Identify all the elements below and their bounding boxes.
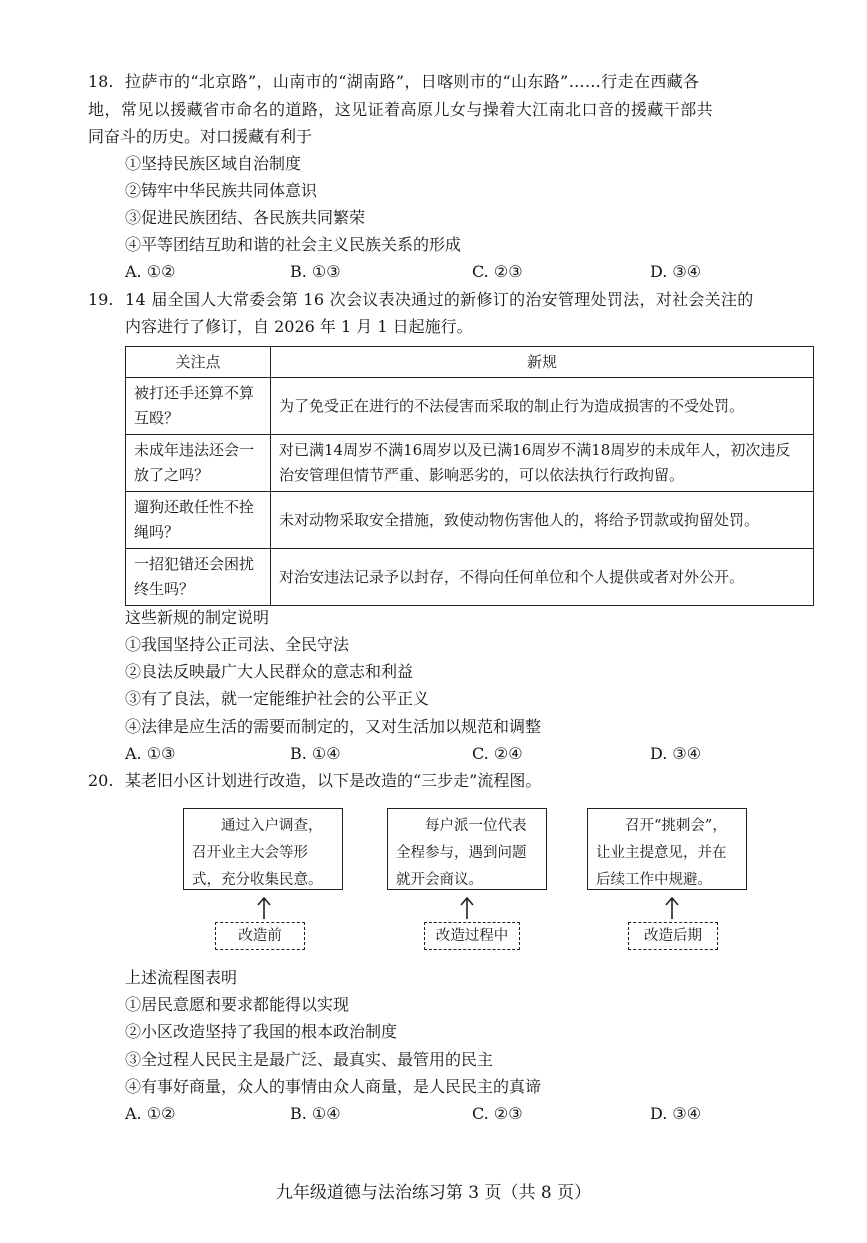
answer-options: [125, 261, 725, 283]
statement: ①我国坚持公正司法、全民守法: [125, 635, 350, 654]
column-header-new-rule: 新规: [271, 347, 814, 378]
focus-cell: 被打还手还算不算互殴？: [126, 378, 271, 435]
flow-step-box: 召开“挑刺会”，让业主提意见，并在后续工作中规避。: [587, 808, 747, 890]
arrow-up-icon: [254, 896, 274, 920]
focus-cell: 遛狗还敢任性不拴绳吗？: [126, 492, 271, 549]
option-d[interactable]: D. ③④: [650, 262, 702, 281]
question-text-line: 某老旧小区计划进行改造，以下是改造的“三步走”流程图。: [125, 771, 542, 790]
question-text-line: 地，常见以援藏省市命名的道路，这见证着高原儿女与操着大江南北口音的援藏干部共: [88, 100, 714, 119]
question-number: 18.: [88, 72, 114, 91]
column-header-focus: 关注点: [126, 347, 271, 378]
rule-cell: 为了免受正在进行的不法侵害而采取的制止行为造成损害的不受处罚。: [271, 378, 814, 435]
statement: ④有事好商量，众人的事情由众人商量，是人民民主的真谛: [125, 1077, 542, 1096]
answer-options: [125, 1103, 725, 1125]
table-row: [126, 492, 814, 549]
page-footer: 九年级道德与法治练习第 3 页（共 8 页）: [275, 1183, 592, 1203]
statement: ③有了良法，就一定能维护社会的公平正义: [125, 689, 430, 708]
option-c[interactable]: C. ②④: [472, 744, 523, 763]
option-b[interactable]: B. ①④: [290, 1104, 341, 1123]
statement: ①居民意愿和要求都能得以实现: [125, 995, 350, 1014]
option-d[interactable]: D. ③④: [650, 1104, 702, 1123]
statement: ②良法反映最广大人民群众的意志和利益: [125, 662, 414, 681]
option-a[interactable]: A. ①②: [125, 262, 176, 281]
question-text-line: 同奋斗的历史。对口援藏有利于: [88, 127, 313, 146]
option-b[interactable]: B. ①④: [290, 744, 341, 763]
arrow-up-icon: [457, 896, 477, 920]
statement: ③全过程人民民主是最广泛、最真实、最管用的民主: [125, 1050, 494, 1069]
statement: ①坚持民族区域自治制度: [125, 154, 302, 173]
statement: ②铸牢中华民族共同体意识: [125, 181, 318, 200]
statement: ③促进民族团结、各民族共同繁荣: [125, 208, 366, 227]
question-prompt: 这些新规的制定说明: [125, 608, 270, 627]
answer-options: [125, 743, 725, 765]
statement: ②小区改造坚持了我国的根本政治制度: [125, 1022, 398, 1041]
table-row: [126, 378, 814, 435]
option-b[interactable]: B. ①③: [290, 262, 341, 281]
option-a[interactable]: A. ①③: [125, 744, 176, 763]
rule-cell: 对治安违法记录予以封存，不得向任何单位和个人提供或者对外公开。: [271, 549, 814, 606]
rules-table: [125, 346, 814, 606]
flow-stage-label: 改造过程中: [424, 922, 520, 950]
flow-stage-label: 改造后期: [628, 922, 718, 950]
option-a[interactable]: A. ①②: [125, 1104, 176, 1123]
option-c[interactable]: C. ②③: [472, 1104, 523, 1123]
flow-stage-label: 改造前: [215, 922, 305, 950]
focus-cell: 一招犯错还会困扰终生吗？: [126, 549, 271, 606]
question-number: 20.: [88, 771, 114, 790]
question-text-line: 拉萨市的“北京路”，山南市的“湖南路”，日喀则市的“山东路”……行走在西藏各: [125, 72, 700, 91]
flow-step-box: 每户派一位代表全程参与，遇到问题就开会商议。: [387, 808, 547, 890]
table-row: [126, 435, 814, 492]
statement: ④法律是应生活的需要而制定的，又对生活加以规范和调整: [125, 717, 542, 736]
question-text-line: 内容进行了修订，自 2026 年 1 月 1 日起施行。: [125, 317, 473, 336]
question-prompt: 上述流程图表明: [125, 968, 238, 987]
question-number: 19.: [88, 290, 114, 309]
question-text-line: 14 届全国人大常委会第 16 次会议表决通过的新修订的治安管理处罚法，对社会关注的: [125, 290, 754, 309]
statement: ④平等团结互助和谐的社会主义民族关系的形成: [125, 235, 462, 254]
option-c[interactable]: C. ②③: [472, 262, 523, 281]
option-d[interactable]: D. ③④: [650, 744, 702, 763]
focus-cell: 未成年违法还会一放了之吗？: [126, 435, 271, 492]
table-row: [126, 549, 814, 606]
table-header-row: [126, 347, 814, 378]
rule-cell: 未对动物采取安全措施，致使动物伤害他人的，将给予罚款或拘留处罚。: [271, 492, 814, 549]
arrow-up-icon: [662, 896, 682, 920]
rule-cell: 对已满14周岁不满16周岁以及已满16周岁不满18周岁的未成年人，初次违反治安管理但情节严重、影响恶劣的，可以依法执行行政拘留。: [271, 435, 814, 492]
flow-step-box: 通过入户调查，召开业主大会等形式，充分收集民意。: [183, 808, 343, 890]
